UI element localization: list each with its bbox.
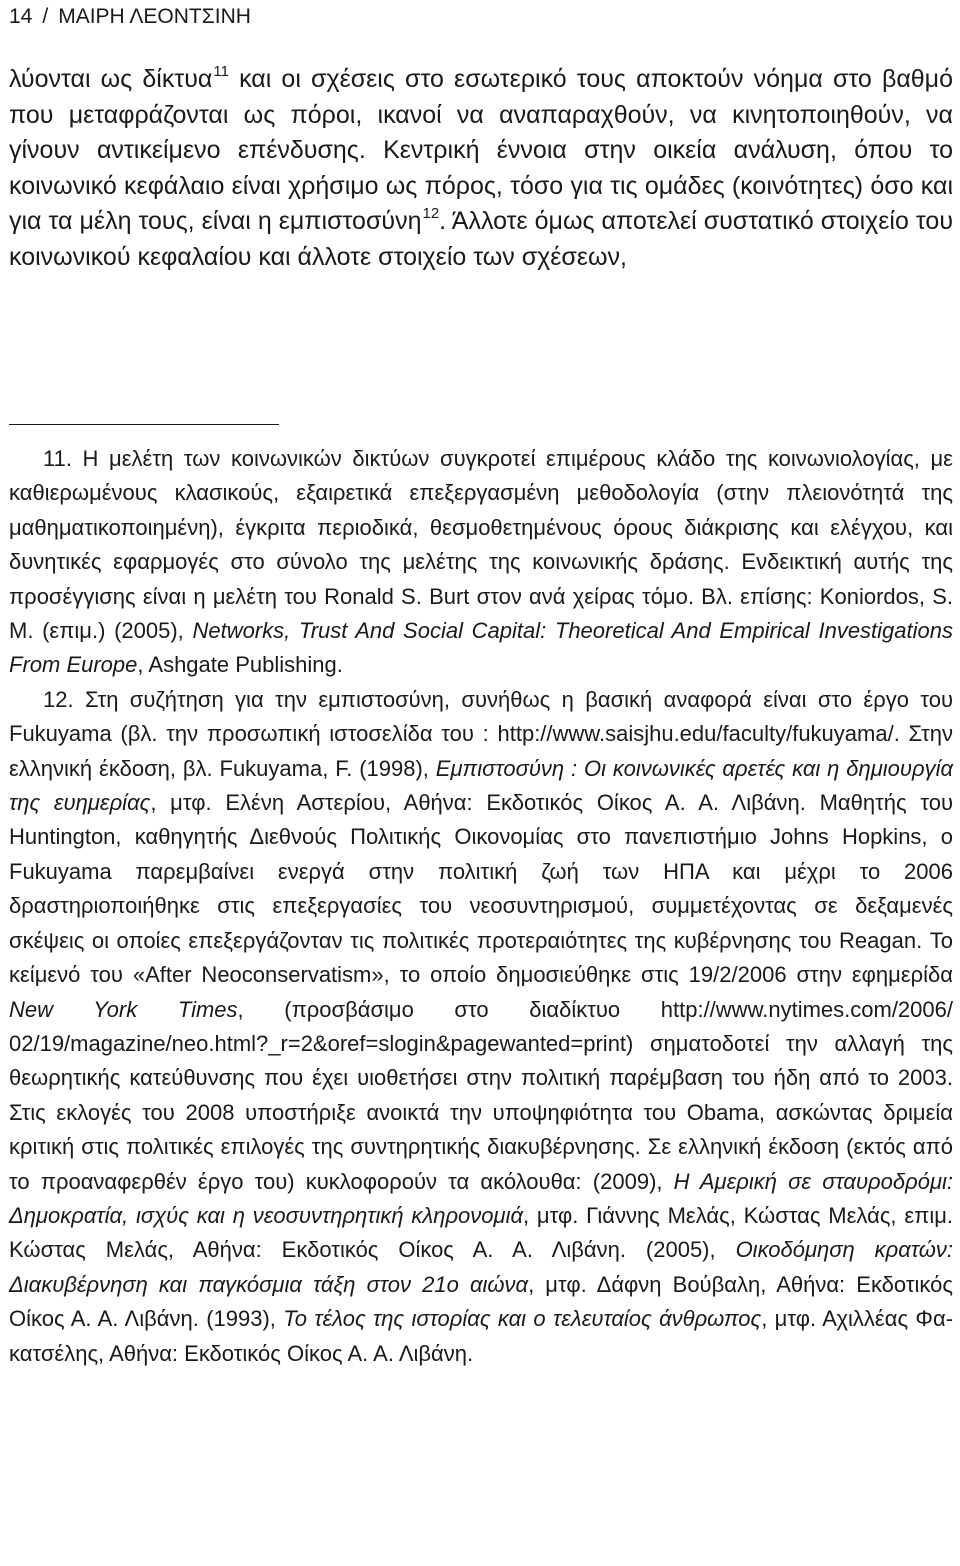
footnote-text: , μτφ. Δάφνη Βούβαλη, Αθήνα: Εκδοτικός Οίκος Α. Α. Λιβάνη. (1993), (9, 1271, 954, 1332)
footnote-book-title: Networks, Trust And Social Capital: Theoretical And Empirical Investigations From Europe (9, 618, 953, 678)
footnote-text: , Ashgate Publishing. (137, 652, 343, 678)
body-text (9, 62, 953, 275)
footnote-ref-12[interactable]: 12 (422, 205, 440, 222)
footnote-number: 11. (43, 446, 72, 471)
footnote-12 (9, 683, 953, 1371)
footnote-divider (9, 424, 279, 425)
footnote-text: , μτφ. Γιάννης Μελάς, Κώστας Μελάς, επιμ. Κώστας Μελάς, Αθήνα: Εκδοτικός Οίκος Α. Α. Λιβάνη. (2005), (9, 1202, 954, 1263)
footnote-book-title: Εμπιστοσύνη : Οι κοινωνικές αρετές και η δημιουργία της ευημερίας (9, 755, 953, 816)
footnote-newspaper-title: New York Times (9, 996, 238, 1022)
body-text-segment: . Άλλοτε όμως αποτελεί συστατικό στοιχείο του κοινωνικού κεφαλαίου και άλλοτε στοιχείο των σχέσεων, (9, 207, 953, 271)
page-number: 14 (9, 5, 33, 28)
footnote-book-title: Το τέλος της ιστορίας και ο τελευταίος άνθρωπος (283, 1306, 762, 1332)
body-text-segment: λύονται ως δίκτυα (9, 65, 213, 93)
footnote-text: Η μελέτη των κοινωνικών δικτύων συγκροτεί επιμέρους κλάδο της κοινωνιολογίας, με καθιερωμένους κλασικούς, εξαιρετικά επεξεργασμένη μεθοδολογία (στην πλειονότητά της μαθηματικοποιημένη), έγκριτα περιοδικά, θεσμοθετημένους όρους διάκρισης και ελέγχου, και δυνητικές εφαρμογές στο σύνολο της μελέτης της κοινωνικής δράσης. Ενδεικτική αυτής της προσέγγισης είναι η μελέτη του Ronald S. Burt στον ανά χείρας τόμο. Βλ. επίσης: Koniordos, S. M. (επιμ.) (2005), (9, 446, 953, 644)
footnote-text: , μτφ. Ελένη Αστερίου, Αθήνα: Εκδοτικός Οίκος Α. Α. Λιβάνη. Μαθητής του Huntington, καθηγητής Διεθνούς Πολιτικής Οικονομίας στο πανεπιστήμιο Johns Hopkins, ο Fukuyama παρεμβαίνει ενεργά στην πολιτική ζωή των ΗΠΑ και μέχρι το 2006 δραστηριοποιήθηκε στις επεξεργασίες του νεοσυντηρισμού, συμμετέχοντας σε δεξαμενές σκέψεις οι οποίες επεξεργάζονταν τις πολιτικές προτεραιότητες της κυβέρνησης του Reagan. Το κείμενό του «After Neoconservatism», το οποίο δημοσιεύθηκε στις 19/2/2006 στην εφημερίδα (9, 790, 954, 988)
footnote-ref-11[interactable]: 11 (213, 63, 229, 80)
footnote-text: , (προσβάσιμο στο διαδίκτυο http://www.nytimes.com/2006/ 02/19/magazine/neo.html?_r=2&oref=slogin&pagewanted=print) σηματοδοτεί την αλλαγή της θεωρητικής κατεύθυνσης που έχει υιοθετήσει στην πολιτική παρέμβαση του ήδη από το 2003. Στις εκλογές του 2008 υποστήριξε ανοικτά την υποψηφιότητα του Obama, ασκώντας δριμεία κριτική στις πολιτικές επιλογές της συντηρητικής διακυβέρνησης. Σε ελληνική έκδοση (εκτός από το προαναφερθέν έργο του) κυκλοφορούν τα ακόλουθα: (2009), (9, 996, 953, 1194)
body-paragraph (9, 62, 953, 275)
running-head (9, 4, 251, 30)
footnote-text: Στη συζήτηση για την εμπιστοσύνη, συνήθως η βασική αναφορά είναι στο έργο του Fukuyama (βλ. την προσωπική ιστοσελίδα του : http://www.saisjhu.edu/faculty/fukuyama/. Στην ελληνική έκδοση, βλ. Fukuyama, F. (1998), (9, 686, 953, 781)
footnote-book-title: Η Αμερική σε σταυροδρόμι: Δημοκρατία, ισχύς και η νεοσυντηρητική κληρονομιά (9, 1168, 953, 1228)
footnote-book-title: Οικοδόμηση κρατών: Διακυβέρνηση και παγκόσμια τάξη στον 21ο αιώνα (9, 1237, 953, 1297)
body-text-segment: και οι σχέσεις στο εσωτερικό τους αποκτούν νόημα στο βαθμό που μεταφράζονται ως πόροι, ικανοί να αναπαραχθούν, να κινητοποιηθούν, να γίνουν αντικείμενο επένδυσης. Κεντρική έννοια στην οικεία ανάλυση, όπου το κοινωνικό κεφάλαιο είναι χρήσιμο ως πόρος, τόσο για τις ομάδες (κοινότητες) όσο και για τα μέλη τους, είναι η εμπιστοσύνη (9, 65, 953, 235)
header-separator: / (42, 5, 49, 28)
footnote-text: , μτφ. Αχιλλέας Φακατσέλης, Αθήνα: Εκδοτικός Οίκος Α. Α. Λιβάνη. (9, 1306, 954, 1366)
footnote-number: 12. (43, 686, 74, 712)
author-name: ΜΑΙΡΗ ΛΕΟΝΤΣΙΝΗ (58, 5, 251, 28)
footnotes (9, 442, 953, 1371)
footnote-11 (9, 442, 953, 683)
